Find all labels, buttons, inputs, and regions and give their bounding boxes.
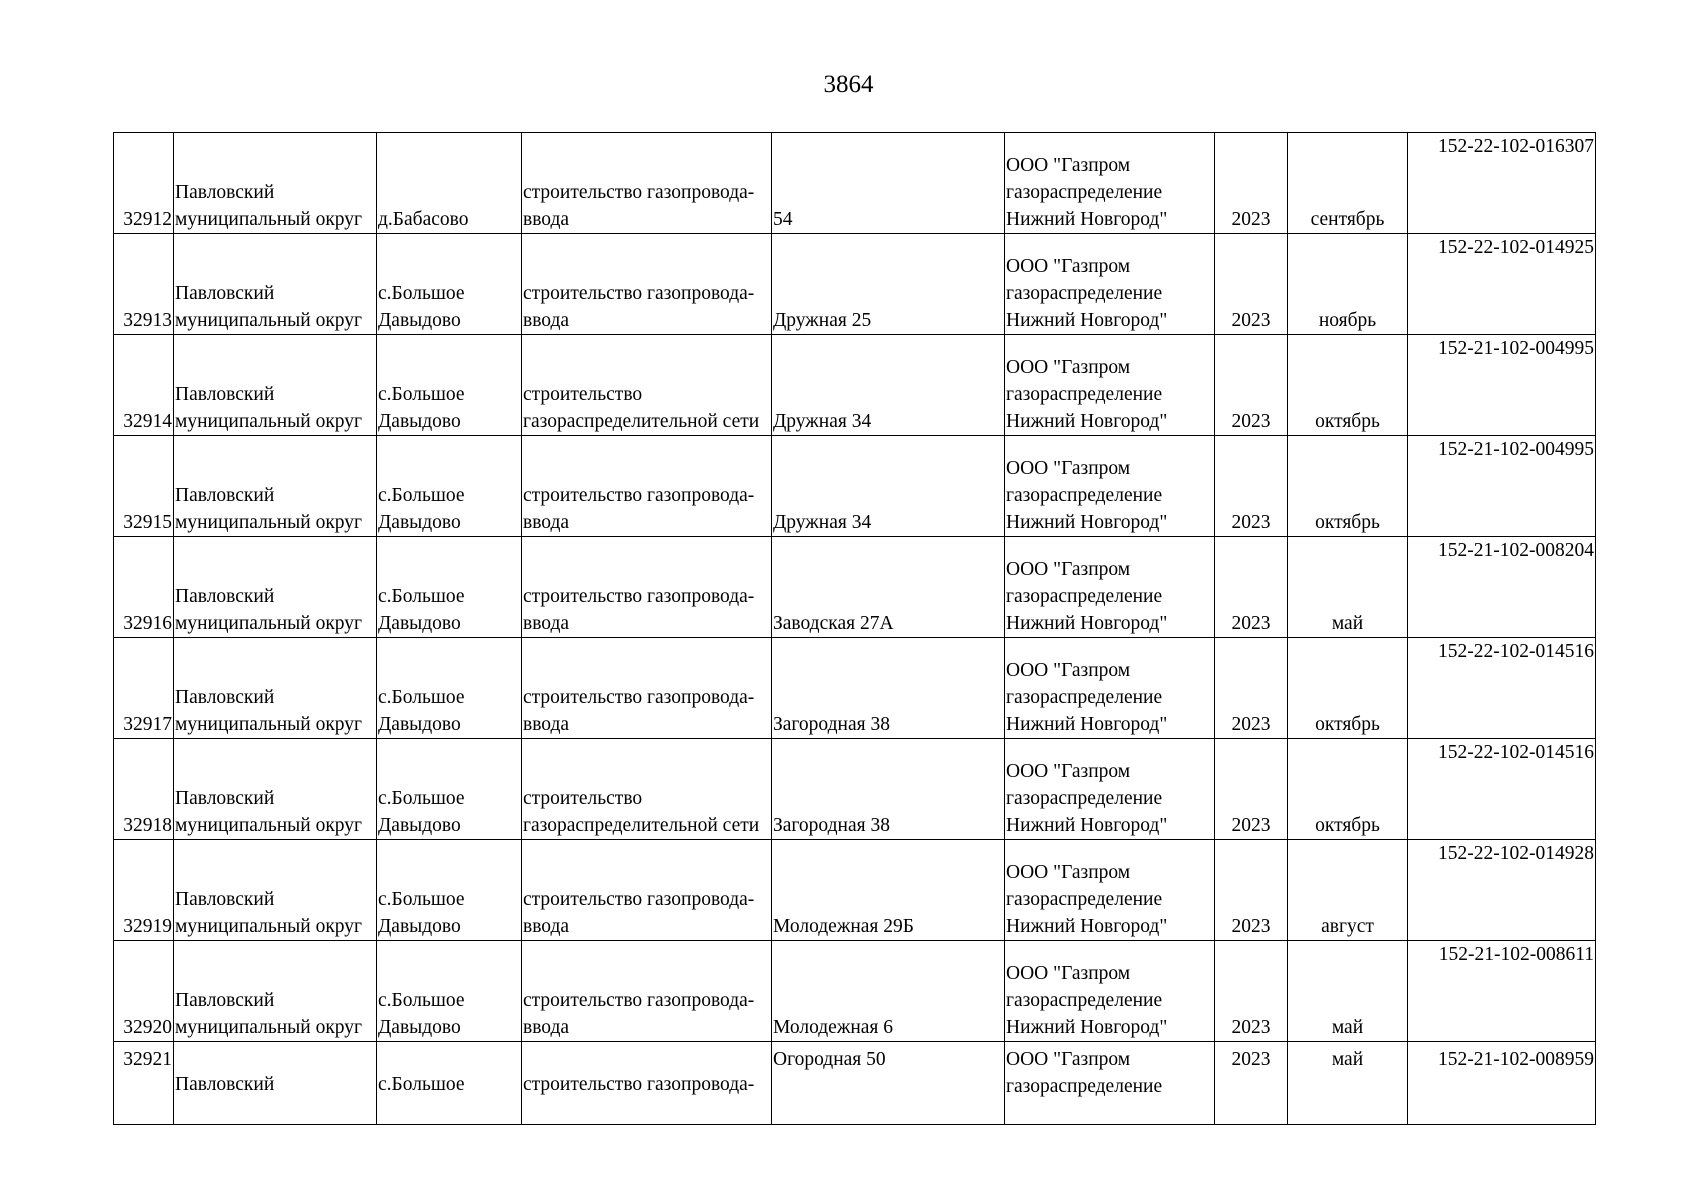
identifier-cell: [1408, 1042, 1596, 1125]
year-cell: [1215, 1042, 1288, 1125]
organization-cell: [1005, 436, 1215, 537]
address-cell-line: Заводская 27А: [773, 613, 894, 634]
year-cell-line: 2023: [1231, 310, 1271, 331]
work-type-cell-line: ввода: [523, 714, 570, 735]
address-cell: [772, 638, 1005, 739]
identifier-cell: [1408, 133, 1596, 234]
organization-cell-line: ООО "Газпром: [1006, 357, 1131, 378]
organization-cell-line: Нижний Новгород": [1006, 310, 1168, 331]
locality-cell: [377, 840, 522, 941]
locality-cell-line: Давыдово: [378, 411, 461, 432]
address-cell: [772, 1042, 1005, 1125]
district-cell: [174, 840, 377, 941]
table-row: [114, 941, 1596, 1042]
work-type-cell-line: ввода: [523, 512, 570, 533]
district-cell-line: Павловский: [175, 384, 275, 405]
organization-cell: [1005, 234, 1215, 335]
locality-cell-line: с.Большое: [378, 687, 465, 708]
identifier-cell-line: 152-22-102-014928: [1438, 843, 1594, 864]
locality-cell-line: с.Большое: [378, 384, 465, 405]
identifier-cell-line: 152-21-102-004995: [1438, 439, 1594, 460]
organization-cell-line: Нижний Новгород": [1006, 916, 1168, 937]
year-cell: [1215, 133, 1288, 234]
organization-cell: [1005, 840, 1215, 941]
address-cell: [772, 840, 1005, 941]
work-type-cell-line: ввода: [523, 310, 570, 331]
record-number-line: 32913: [123, 310, 172, 331]
district-cell: [174, 436, 377, 537]
work-type-cell-line: ввода: [523, 613, 570, 634]
address-cell-line: Огородная 50: [773, 1049, 886, 1070]
table-row: [114, 840, 1596, 941]
work-type-cell: [522, 234, 772, 335]
organization-cell: [1005, 941, 1215, 1042]
organization-cell: [1005, 537, 1215, 638]
locality-cell-line: Давыдово: [378, 714, 461, 735]
identifier-cell-line: 152-22-102-016307: [1438, 136, 1594, 157]
register-table: [113, 132, 1596, 1125]
address-cell: [772, 739, 1005, 840]
month-cell-line: октябрь: [1315, 411, 1380, 432]
address-cell-line: Загородная 38: [773, 815, 890, 836]
organization-cell-line: газораспределение: [1006, 384, 1163, 405]
district-cell-line: муниципальный округ: [175, 411, 363, 432]
month-cell: [1288, 840, 1408, 941]
month-cell: [1288, 537, 1408, 638]
work-type-cell: [522, 739, 772, 840]
work-type-cell-line: ввода: [523, 916, 570, 937]
locality-cell: [377, 234, 522, 335]
locality-cell-line: Давыдово: [378, 310, 461, 331]
month-cell-line: октябрь: [1315, 714, 1380, 735]
organization-cell-line: ООО "Газпром: [1006, 256, 1131, 277]
table-row: [114, 234, 1596, 335]
address-cell: [772, 234, 1005, 335]
address-cell: [772, 335, 1005, 436]
organization-cell: [1005, 1042, 1215, 1125]
locality-cell: [377, 335, 522, 436]
work-type-cell-line: строительство: [523, 788, 643, 809]
year-cell-line: 2023: [1231, 1049, 1271, 1070]
record-number: [114, 638, 174, 739]
year-cell: [1215, 840, 1288, 941]
year-cell-line: 2023: [1231, 512, 1271, 533]
address-cell-line: Молодежная 29Б: [773, 916, 914, 937]
year-cell: [1215, 335, 1288, 436]
locality-cell: [377, 739, 522, 840]
year-cell-line: 2023: [1231, 714, 1271, 735]
record-number: [114, 436, 174, 537]
district-cell-line: Павловский: [175, 1074, 275, 1095]
organization-cell-line: газораспределение: [1006, 889, 1163, 910]
district-cell-line: муниципальный округ: [175, 714, 363, 735]
district-cell-line: Павловский: [175, 687, 275, 708]
identifier-cell: [1408, 638, 1596, 739]
locality-cell-line: с.Большое: [378, 283, 465, 304]
identifier-cell-line: 152-21-102-008959: [1438, 1049, 1594, 1070]
organization-cell-line: ООО "Газпром: [1006, 155, 1131, 176]
work-type-cell: [522, 436, 772, 537]
district-cell: [174, 133, 377, 234]
year-cell: [1215, 234, 1288, 335]
table-row: [114, 133, 1596, 234]
locality-cell-line: с.Большое: [378, 586, 465, 607]
district-cell-line: муниципальный округ: [175, 1017, 363, 1038]
month-cell: [1288, 739, 1408, 840]
district-cell-line: муниципальный округ: [175, 815, 363, 836]
organization-cell-line: Нижний Новгород": [1006, 411, 1168, 432]
work-type-cell-line: строительство газопровода-: [523, 485, 755, 506]
work-type-cell-line: строительство газопровода-: [523, 1074, 755, 1095]
district-cell: [174, 638, 377, 739]
address-cell-line: Дружная 34: [773, 411, 872, 432]
locality-cell-line: Давыдово: [378, 512, 461, 533]
record-number-line: 32917: [123, 714, 172, 735]
organization-cell-line: Нижний Новгород": [1006, 714, 1168, 735]
work-type-cell: [522, 537, 772, 638]
district-cell-line: Павловский: [175, 788, 275, 809]
organization-cell-line: газораспределение: [1006, 990, 1163, 1011]
identifier-cell-line: 152-22-102-014516: [1438, 742, 1594, 763]
address-cell: [772, 537, 1005, 638]
address-cell-line: Молодежная 6: [773, 1017, 893, 1038]
table-body: [114, 133, 1596, 1125]
table-row: [114, 638, 1596, 739]
district-cell-line: муниципальный округ: [175, 209, 363, 230]
record-number-line: 32915: [123, 512, 172, 533]
identifier-cell: [1408, 840, 1596, 941]
locality-cell-line: д.Бабасово: [378, 209, 469, 230]
locality-cell: [377, 436, 522, 537]
work-type-cell-line: строительство газопровода-: [523, 283, 755, 304]
identifier-cell-line: 152-22-102-014925: [1438, 237, 1594, 258]
district-cell-line: муниципальный округ: [175, 613, 363, 634]
year-cell: [1215, 739, 1288, 840]
organization-cell: [1005, 335, 1215, 436]
month-cell-line: ноябрь: [1318, 310, 1377, 331]
identifier-cell: [1408, 234, 1596, 335]
year-cell-line: 2023: [1231, 916, 1271, 937]
year-cell-line: 2023: [1231, 1017, 1271, 1038]
record-number-line: 32916: [123, 613, 172, 634]
identifier-cell-line: 152-21-102-004995: [1438, 338, 1594, 359]
record-number: [114, 739, 174, 840]
work-type-cell: [522, 941, 772, 1042]
identifier-cell: [1408, 335, 1596, 436]
organization-cell-line: газораспределение: [1006, 1076, 1163, 1097]
organization-cell-line: Нижний Новгород": [1006, 1017, 1168, 1038]
year-cell-line: 2023: [1231, 209, 1271, 230]
identifier-cell: [1408, 941, 1596, 1042]
organization-cell-line: Нижний Новгород": [1006, 209, 1168, 230]
identifier-cell-line: 152-21-102-008611: [1438, 944, 1594, 965]
organization-cell-line: Нижний Новгород": [1006, 613, 1168, 634]
organization-cell-line: ООО "Газпром: [1006, 1049, 1131, 1070]
organization-cell-line: газораспределение: [1006, 788, 1163, 809]
district-cell: [174, 739, 377, 840]
locality-cell: [377, 537, 522, 638]
month-cell-line: май: [1331, 613, 1364, 634]
year-cell-line: 2023: [1231, 613, 1271, 634]
year-cell: [1215, 436, 1288, 537]
district-cell: [174, 1042, 377, 1125]
locality-cell-line: с.Большое: [378, 485, 465, 506]
month-cell: [1288, 1042, 1408, 1125]
locality-cell: [377, 133, 522, 234]
organization-cell-line: газораспределение: [1006, 283, 1163, 304]
identifier-cell-line: 152-21-102-008204: [1438, 540, 1594, 561]
district-cell-line: муниципальный округ: [175, 310, 363, 331]
record-number: [114, 537, 174, 638]
locality-cell-line: с.Большое: [378, 1074, 465, 1095]
locality-cell-line: Давыдово: [378, 916, 461, 937]
work-type-cell: [522, 638, 772, 739]
month-cell-line: октябрь: [1315, 512, 1380, 533]
district-cell: [174, 234, 377, 335]
month-cell: [1288, 436, 1408, 537]
record-number-line: 32921: [123, 1049, 172, 1070]
district-cell-line: муниципальный округ: [175, 916, 363, 937]
organization-cell-line: Нижний Новгород": [1006, 815, 1168, 836]
organization-cell-line: ООО "Газпром: [1006, 761, 1131, 782]
locality-cell: [377, 638, 522, 739]
district-cell-line: Павловский: [175, 485, 275, 506]
address-cell-line: Дружная 34: [773, 512, 872, 533]
month-cell: [1288, 234, 1408, 335]
locality-cell-line: Давыдово: [378, 815, 461, 836]
work-type-cell-line: строительство газопровода-: [523, 182, 755, 203]
organization-cell-line: газораспределение: [1006, 182, 1163, 203]
record-number-line: 32912: [123, 209, 172, 230]
record-number: [114, 133, 174, 234]
organization-cell: [1005, 739, 1215, 840]
month-cell: [1288, 335, 1408, 436]
address-cell: [772, 436, 1005, 537]
record-number: [114, 234, 174, 335]
record-number-line: 32920: [123, 1017, 172, 1038]
work-type-cell: [522, 1042, 772, 1125]
locality-cell-line: с.Большое: [378, 889, 465, 910]
record-number-line: 32914: [123, 411, 172, 432]
district-cell: [174, 335, 377, 436]
organization-cell: [1005, 133, 1215, 234]
month-cell: [1288, 941, 1408, 1042]
identifier-cell: [1408, 537, 1596, 638]
district-cell-line: Павловский: [175, 586, 275, 607]
year-cell: [1215, 537, 1288, 638]
table-row: [114, 335, 1596, 436]
identifier-cell: [1408, 436, 1596, 537]
district-cell-line: Павловский: [175, 182, 275, 203]
year-cell-line: 2023: [1231, 815, 1271, 836]
record-number: [114, 840, 174, 941]
record-number: [114, 1042, 174, 1125]
record-number: [114, 941, 174, 1042]
organization-cell-line: газораспределение: [1006, 687, 1163, 708]
month-cell-line: октябрь: [1315, 815, 1380, 836]
work-type-cell-line: газораспределительной сети: [523, 815, 760, 836]
work-type-cell-line: строительство: [523, 384, 643, 405]
address-cell: [772, 133, 1005, 234]
work-type-cell: [522, 335, 772, 436]
district-cell-line: Павловский: [175, 283, 275, 304]
work-type-cell: [522, 840, 772, 941]
page-number: 3864: [823, 71, 874, 98]
district-cell-line: Павловский: [175, 990, 275, 1011]
organization-cell-line: ООО "Газпром: [1006, 660, 1131, 681]
month-cell: [1288, 638, 1408, 739]
organization-cell-line: ООО "Газпром: [1006, 559, 1131, 580]
locality-cell: [377, 1042, 522, 1125]
district-cell: [174, 537, 377, 638]
organization-cell-line: ООО "Газпром: [1006, 458, 1131, 479]
year-cell: [1215, 638, 1288, 739]
year-cell-line: 2023: [1231, 411, 1271, 432]
work-type-cell-line: ввода: [523, 1017, 570, 1038]
organization-cell-line: Нижний Новгород": [1006, 512, 1168, 533]
organization-cell-line: газораспределение: [1006, 586, 1163, 607]
year-cell: [1215, 941, 1288, 1042]
locality-cell-line: Давыдово: [378, 613, 461, 634]
organization-cell-line: ООО "Газпром: [1006, 862, 1131, 883]
address-cell-line: 54: [773, 209, 793, 230]
organization-cell: [1005, 638, 1215, 739]
locality-cell: [377, 941, 522, 1042]
work-type-cell-line: строительство газопровода-: [523, 889, 755, 910]
work-type-cell-line: строительство газопровода-: [523, 990, 755, 1011]
table-row: [114, 739, 1596, 840]
month-cell-line: август: [1321, 916, 1374, 937]
organization-cell-line: ООО "Газпром: [1006, 963, 1131, 984]
month-cell-line: май: [1331, 1017, 1364, 1038]
work-type-cell-line: строительство газопровода-: [523, 586, 755, 607]
record-number-line: 32918: [123, 815, 172, 836]
address-cell-line: Загородная 38: [773, 714, 890, 735]
identifier-cell-line: 152-22-102-014516: [1438, 641, 1594, 662]
district-cell: [174, 941, 377, 1042]
locality-cell-line: Давыдово: [378, 1017, 461, 1038]
month-cell-line: май: [1331, 1049, 1364, 1070]
address-cell: [772, 941, 1005, 1042]
district-cell-line: муниципальный округ: [175, 512, 363, 533]
record-number-line: 32919: [123, 916, 172, 937]
month-cell: [1288, 133, 1408, 234]
district-cell-line: Павловский: [175, 889, 275, 910]
identifier-cell: [1408, 739, 1596, 840]
locality-cell-line: с.Большое: [378, 788, 465, 809]
table-row: [114, 436, 1596, 537]
table-row: [114, 537, 1596, 638]
locality-cell-line: с.Большое: [378, 990, 465, 1011]
address-cell-line: Дружная 25: [773, 310, 872, 331]
record-number: [114, 335, 174, 436]
work-type-cell-line: ввода: [523, 209, 570, 230]
table-row: [114, 1042, 1596, 1125]
work-type-cell-line: строительство газопровода-: [523, 687, 755, 708]
work-type-cell: [522, 133, 772, 234]
month-cell-line: сентябрь: [1310, 209, 1385, 230]
work-type-cell-line: газораспределительной сети: [523, 411, 760, 432]
organization-cell-line: газораспределение: [1006, 485, 1163, 506]
